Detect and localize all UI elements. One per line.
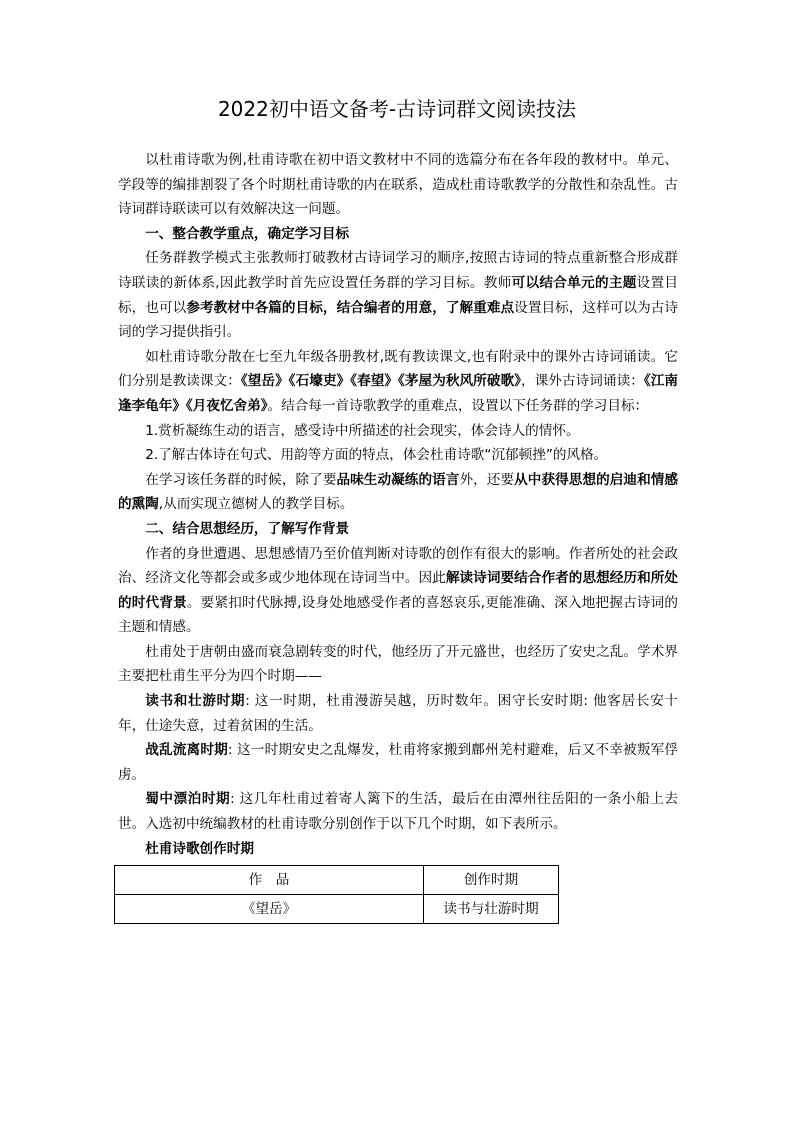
table-row: [115, 895, 559, 924]
cell-period: 读书与壮游时期: [424, 895, 559, 924]
text-run: 任务群教学模式主张教师打破教材古诗词学习的顺序,按照古诗词的特点重新整合形成群诗联读的新体系,因此教学时首先应设置任务群的学习目标。教师: [118, 250, 678, 291]
bold-text: 读书和壮游时期: [145, 693, 246, 710]
text-run: ,从而实现立德树人的教学目标。: [158, 496, 354, 513]
text-run: 设置目标，也可以: [118, 274, 679, 316]
text-run: ，课外古诗词诵读：: [521, 373, 644, 390]
text-run: 设置目标，这样可以为古诗词的学习提供指引。: [118, 299, 679, 341]
document-body: [118, 148, 678, 924]
column-header-work: 作 品: [115, 866, 424, 895]
bold-text: 从中获得思想的启迪和情感的熏陶: [118, 471, 679, 513]
paragraph: [118, 787, 678, 836]
intro-paragraph: 以杜甫诗歌为例,杜甫诗歌在初中语文教材中不同的选篇分布在各年段的教材中。单元、学段等的编排割裂了各个时期杜甫诗歌的内在联系，造成杜甫诗歌教学的分散性和杂乱性。古诗词群诗联读可以有效解决这一问题。: [118, 152, 678, 218]
text-run: 。要紧扣时代脉搏,设身处地感受作者的喜怒哀乐,更能准确、深入地把握古诗词的主题和情感。: [118, 594, 679, 636]
paragraph: [118, 738, 678, 787]
bold-text: 《望岳》《石壕吏》《春望》《茅屋为秋风所破歌》: [240, 373, 521, 390]
paragraph: [118, 345, 678, 419]
bold-text: 可以结合单元的主题: [511, 274, 637, 291]
paragraph: [118, 542, 678, 640]
text-run: 。结合每一首诗歌教学的重难点，设置以下任务群的学习目标：: [267, 397, 649, 414]
bold-text: 《江南逢李龟年》《月夜忆舍弟》: [118, 373, 679, 414]
table-header-row: [115, 866, 559, 895]
bold-text: 蜀中漂泊时期: [145, 791, 231, 808]
section-heading-2: 二、结合思想经历，了解写作背景: [145, 520, 350, 537]
table-caption: 杜甫诗歌创作时期: [145, 840, 254, 857]
document-title: 2022初中语文备考-古诗词群文阅读技法: [217, 97, 577, 121]
paragraph: [118, 468, 678, 517]
bold-text: 参考教材中各篇的目标，结合编者的用意，了解重难点: [186, 299, 515, 316]
goal-item-2: 2.了解古体诗在句式、用韵等方面的特点，体会杜甫诗歌“沉郁顿挫”的风格。: [145, 447, 608, 464]
goal-item-1: 1.赏析凝练生动的语言，感受诗中所描述的社会现实，体会诗人的情怀。: [145, 422, 580, 439]
paragraph: [118, 246, 678, 344]
cell-work: 《望岳》: [115, 895, 424, 924]
paragraph: [118, 689, 678, 738]
column-header-period: 创作时期: [424, 866, 559, 895]
paragraph: 杜甫处于唐朝由盛而衰急剧转变的时代，他经历了开元盛世，也经历了安史之乱。学术界主要把杜甫生平分为四个时期——: [118, 643, 678, 685]
bold-text: 战乱流离时期: [145, 742, 228, 759]
bold-text: 解读诗词要结合作者的思想经历和所处的时代背景: [118, 570, 678, 611]
bold-text: 品味生动凝练的语言: [336, 471, 460, 488]
text-run: 外，还要: [459, 471, 515, 488]
works-table: [114, 865, 559, 924]
text-run: 如杜甫诗歌分散在七至九年级各册教材,既有教读课文,也有附录中的课外古诗词诵读。它们分别是教读课文：: [118, 348, 678, 390]
text-run: 在学习该任务群的时候，除了要: [145, 471, 337, 488]
section-heading-1: 一、整合教学重点，确定学习目标: [145, 225, 350, 242]
text-run: : 这一时期，杜甫漫游吴越，历时数年。困守长安时期: 他客居长安十年，仕途失意，过着贫困的生活。: [118, 693, 678, 734]
text-run: : 这一时期安史之乱爆发，杜甫将家搬到鄜州羌村避难，后又不幸被叛军俘虏。: [118, 742, 679, 783]
text-run: 作者的身世遭遇、思想感情乃至价值判断对诗歌的创作有很大的影响。作者所处的社会政治、经济文化等都会或多或少地体现在诗词当中。因此: [118, 545, 678, 587]
text-run: : 这几年杜甫过着寄人篱下的生活，最后在由潭州往岳阳的一条小船上去世。入选初中统编教材的杜甫诗歌分别创作于以下几个时期，如下表所示。: [118, 791, 679, 833]
